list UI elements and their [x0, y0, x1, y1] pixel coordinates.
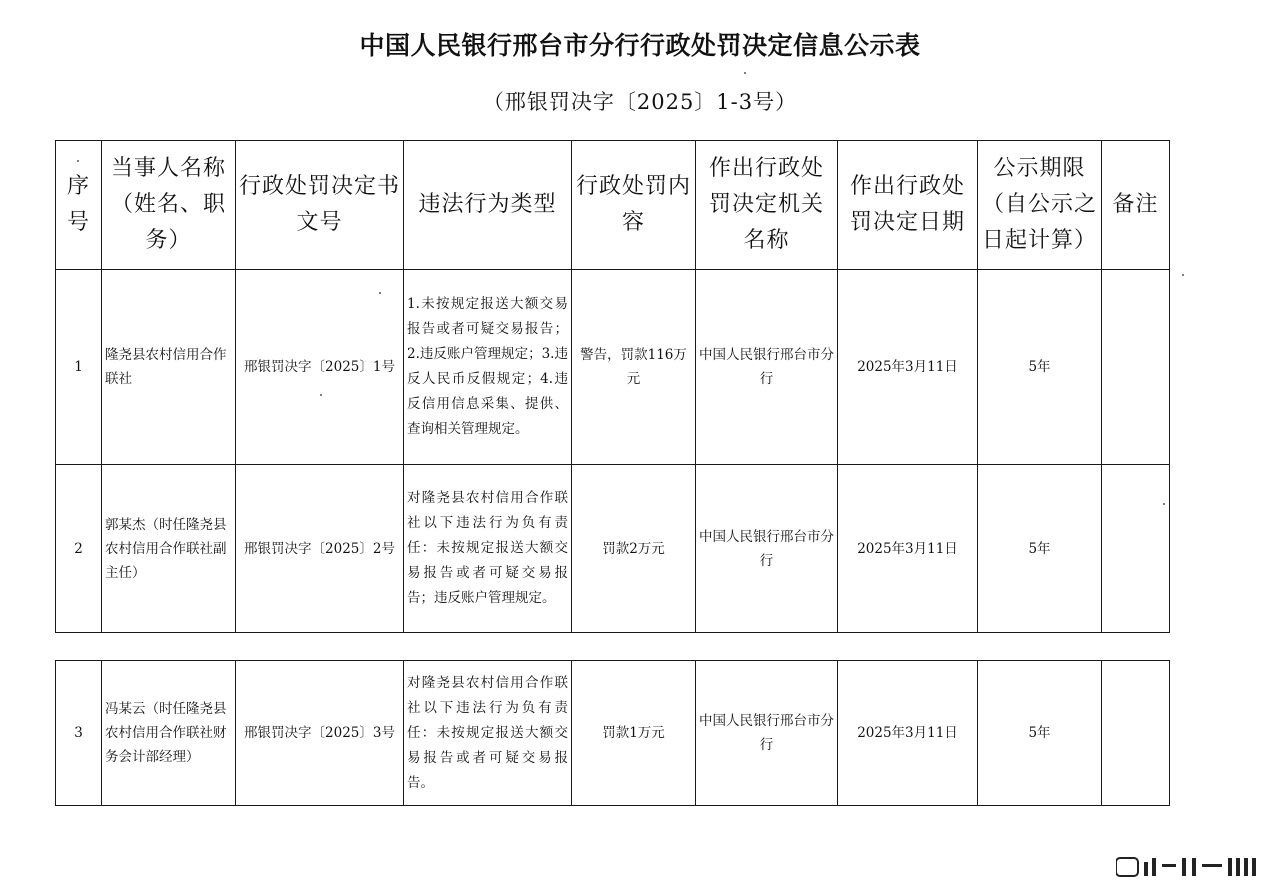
row-violation: 1.未按规定报送大额交易报告或者可疑交易报告；2.违反账户管理规定；3.违反人民币反假规定；4.违反信用信息采集、提供、查询相关管理规定。 — [404, 270, 572, 465]
header-seq: 序号 — [56, 141, 102, 270]
scan-speck — [1182, 274, 1184, 276]
row-party: 郭某杰（时任隆尧县农村信用合作联社副主任） — [102, 465, 236, 633]
row-doc-no: 邢银罚决字〔2025〕3号 — [236, 661, 404, 806]
row-term: 5年 — [978, 270, 1102, 465]
table-row — [56, 270, 1170, 465]
scan-speck — [1163, 503, 1165, 505]
table-header-row — [56, 141, 1170, 270]
row-violation: 对隆尧县农村信用合作联社以下违法行为负有责任：未按规定报送大额交易报告或者可疑交易报告。 — [404, 661, 572, 806]
row-party: 隆尧县农村信用合作联社 — [102, 270, 236, 465]
scan-speck — [77, 160, 79, 162]
row-penalty: 罚款2万元 — [572, 465, 696, 633]
row-authority: 中国人民银行邢台市分行 — [696, 661, 838, 806]
scan-speck — [379, 292, 381, 294]
row-party: 冯某云（时任隆尧县农村信用合作联社财务会计部经理） — [102, 661, 236, 806]
penalty-table-continuation — [55, 660, 1170, 806]
scan-speck — [744, 72, 746, 74]
row-doc-no: 邢银罚决字〔2025〕2号 — [236, 465, 404, 633]
row-term: 5年 — [978, 661, 1102, 806]
row-date: 2025年3月11日 — [838, 465, 978, 633]
watermark-logo — [1116, 856, 1256, 878]
document-title: 中国人民银行邢台市分行行政处罚决定信息公示表 — [359, 31, 921, 60]
header-violation: 违法行为类型 — [404, 141, 572, 270]
header-penalty: 行政处罚内容 — [572, 141, 696, 270]
row-date: 2025年3月11日 — [838, 270, 978, 465]
row-seq: 3 — [56, 661, 102, 806]
scan-speck — [320, 394, 322, 396]
header-party: 当事人名称（姓名、职务） — [102, 141, 236, 270]
row-seq: 1 — [56, 270, 102, 465]
row-penalty: 警告，罚款116万元 — [572, 270, 696, 465]
row-note — [1102, 465, 1170, 633]
table-row — [56, 465, 1170, 633]
row-term: 5年 — [978, 465, 1102, 633]
document-subtitle: （邢银罚决字〔2025〕1-3号） — [482, 90, 798, 114]
row-violation: 对隆尧县农村信用合作联社以下违法行为负有责任：未按规定报送大额交易报告或者可疑交易报告；违反账户管理规定。 — [404, 465, 572, 633]
row-note — [1102, 270, 1170, 465]
row-authority: 中国人民银行邢台市分行 — [696, 465, 838, 633]
header-term: 公示期限（自公示之日起计算） — [978, 141, 1102, 270]
header-doc-no: 行政处罚决定书文号 — [236, 141, 404, 270]
header-note: 备注 — [1102, 141, 1170, 270]
row-seq: 2 — [56, 465, 102, 633]
row-doc-no: 邢银罚决字〔2025〕1号 — [236, 270, 404, 465]
header-authority: 作出行政处罚决定机关名称 — [696, 141, 838, 270]
penalty-table — [55, 140, 1170, 633]
table-row — [56, 661, 1170, 806]
row-penalty: 罚款1万元 — [572, 661, 696, 806]
row-authority: 中国人民银行邢台市分行 — [696, 270, 838, 465]
row-note — [1102, 661, 1170, 806]
row-date: 2025年3月11日 — [838, 661, 978, 806]
header-date: 作出行政处罚决定日期 — [838, 141, 978, 270]
